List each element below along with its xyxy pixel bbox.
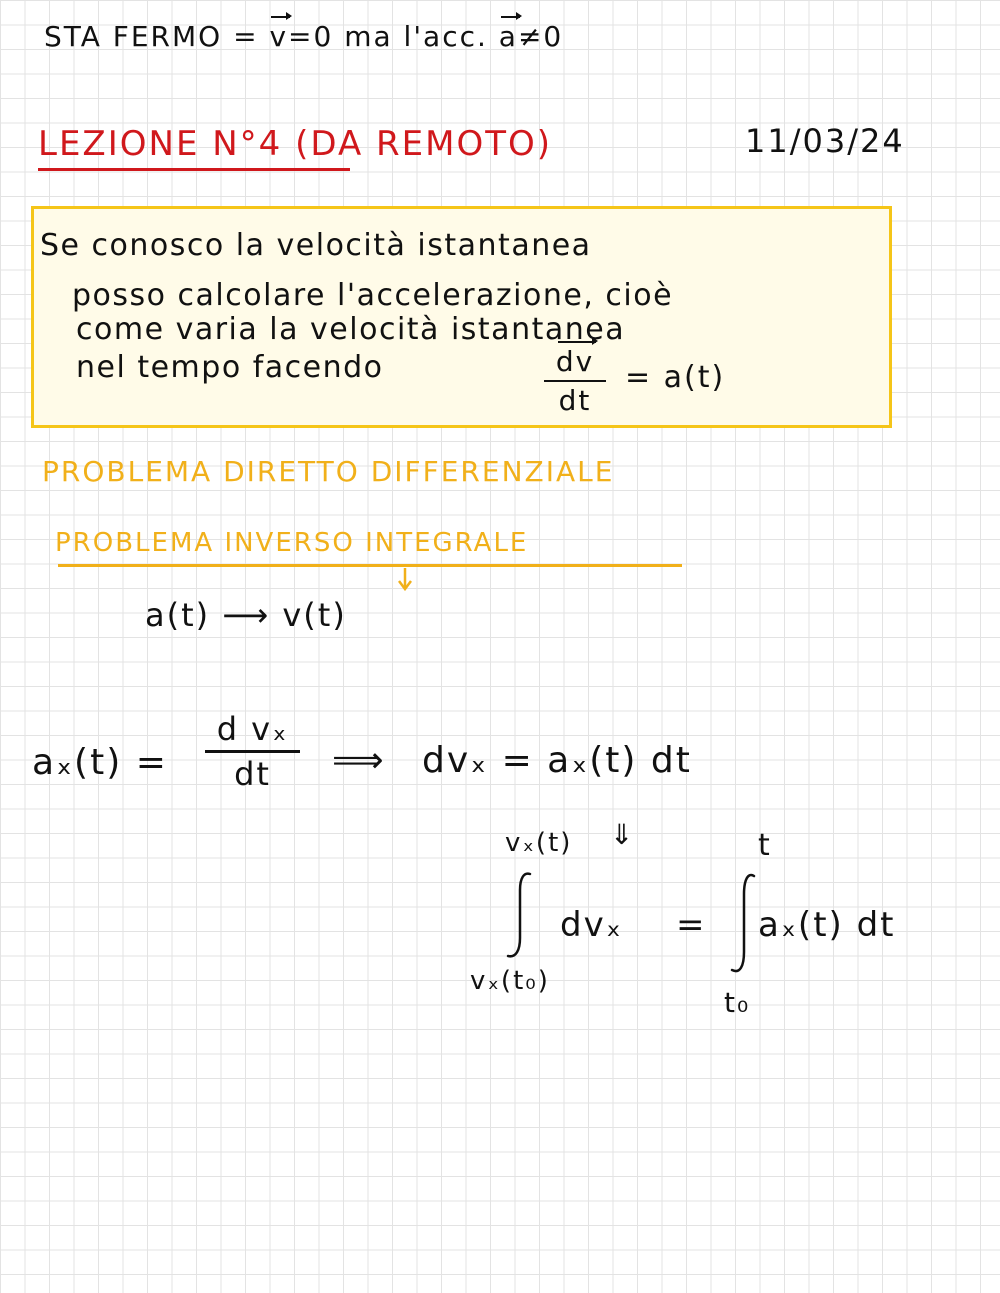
integral-equals: = xyxy=(676,905,707,945)
down-arrow-icon xyxy=(395,566,415,592)
inverse-problem-label: PROBLEMA INVERSO INTEGRALE xyxy=(55,528,529,558)
left-integrand: dvₓ xyxy=(560,905,623,945)
box-fraction-rhs: = a(t) xyxy=(625,360,726,395)
intro-text-a: STA FERMO = xyxy=(44,20,270,53)
box-frac-numerator: dv xyxy=(555,345,595,378)
title-underline xyxy=(38,168,350,171)
box-frac-denominator: dt xyxy=(558,384,592,417)
box-line-3: come varia la velocità istantanea xyxy=(76,312,626,347)
double-down-arrow: ⇓ xyxy=(610,818,636,851)
left-integral-lower-limit: vₓ(t₀) xyxy=(470,966,550,996)
velocity-vector: v xyxy=(269,20,289,53)
implies-arrow: ⟹ xyxy=(332,740,386,781)
box-line-1: Se conosco la velocità istantanea xyxy=(40,228,592,263)
equation-fraction xyxy=(205,710,300,793)
box-frac-bar xyxy=(544,380,606,382)
integral-sign-right-icon xyxy=(722,870,762,980)
integral-sign-left-icon xyxy=(500,870,540,960)
equation-frac-bar xyxy=(205,750,300,753)
equation-frac-denominator: dt xyxy=(234,755,271,793)
right-integral-upper-limit: t xyxy=(758,828,772,863)
right-integral-lower-limit: t₀ xyxy=(724,986,751,1019)
inverse-relation: a(t) ⟶ v(t) xyxy=(145,596,347,634)
box-fraction xyxy=(540,345,610,417)
box-line-4: nel tempo facendo xyxy=(76,350,384,385)
box-line-2: posso calcolare l'accelerazione, cioè xyxy=(72,278,674,313)
equation-frac-numerator: d vₓ xyxy=(216,710,289,748)
intro-line xyxy=(44,20,563,53)
lesson-date: 11/03/24 xyxy=(745,122,905,160)
lesson-title: LEZIONE N°4 (DA REMOTO) xyxy=(38,124,553,164)
right-integrand: aₓ(t) dt xyxy=(758,905,896,945)
equation-lhs: aₓ(t) = xyxy=(32,742,168,783)
intro-text-b: =0 ma l'acc. xyxy=(288,20,499,53)
intro-text-c: ≠0 xyxy=(517,20,564,53)
equation-rhs: dvₓ = aₓ(t) dt xyxy=(422,740,692,781)
left-integral-upper-limit: vₓ(t) xyxy=(505,828,573,858)
direct-problem-label: PROBLEMA DIRETTO DIFFERENZIALE xyxy=(42,455,615,488)
inverse-problem-underline xyxy=(58,564,682,567)
acceleration-vector: a xyxy=(498,20,518,53)
